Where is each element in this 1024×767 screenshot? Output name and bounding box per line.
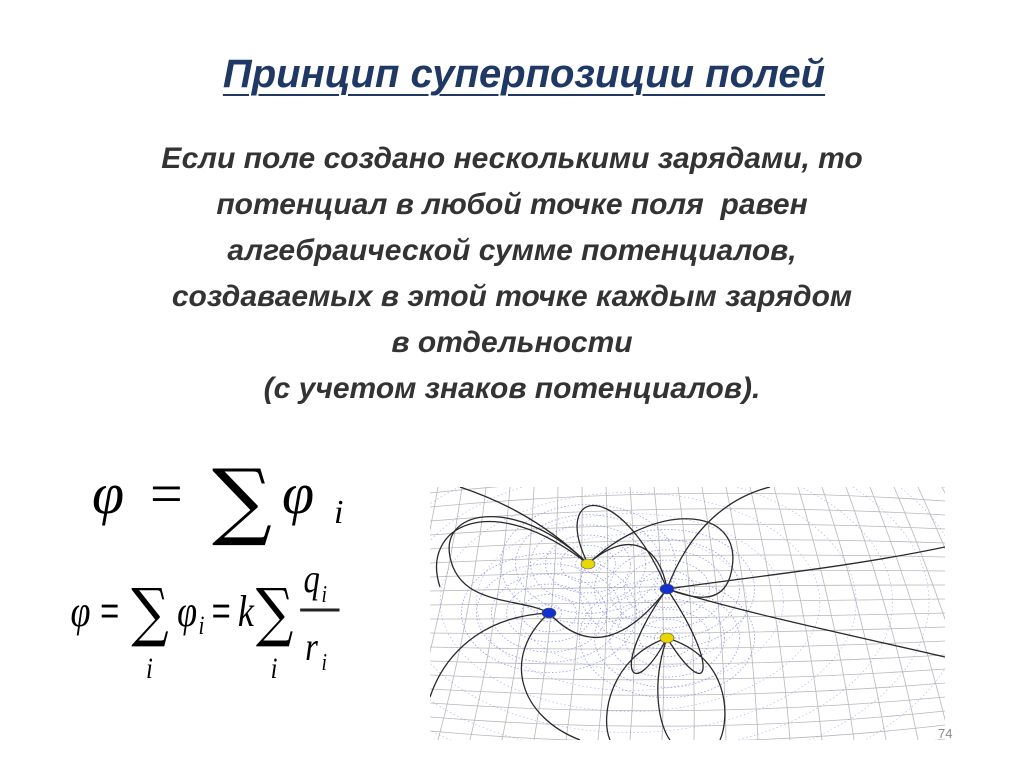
statement-line-3: алгебраической сумме потенциалов, [227, 234, 797, 267]
field-line [577, 506, 667, 589]
principle-statement [20, 136, 1004, 412]
exp-denominator-r: r [305, 623, 318, 669]
exp-sigma-subscript: i [146, 651, 153, 685]
grid-line-horizontal [430, 487, 945, 493]
field-line [521, 613, 580, 740]
exp-sigma-2-subscript: i [270, 651, 278, 685]
statement-line-5: в отдельности [391, 326, 633, 359]
grid-line-horizontal [430, 697, 945, 711]
slide-title-text: Принцип суперпозиции полей [222, 52, 826, 96]
exp-equals: = [100, 587, 120, 633]
formula-equals: = [150, 461, 183, 526]
exp-phi-subscript: i [198, 612, 205, 641]
grid-line-horizontal [430, 725, 945, 740]
grid-line-horizontal [430, 599, 945, 605]
exp-equals-2: = [211, 587, 231, 633]
field-line [667, 638, 725, 740]
formula-phi: φ [92, 461, 125, 526]
formula-sigma: ∑ [212, 455, 272, 549]
charge-point-4 [660, 633, 674, 643]
grid-line-horizontal [430, 524, 945, 535]
charge-point-3 [542, 608, 556, 618]
grid-line-vertical [430, 487, 462, 740]
grid-line-horizontal [430, 683, 945, 695]
exp-sigma: ∑ [131, 574, 169, 650]
equipotential-contour-outer [430, 487, 856, 733]
grid-line-vertical [630, 487, 635, 740]
page-number: 74 [938, 726, 953, 741]
field-line [631, 589, 667, 673]
formula-phi-i: φ [282, 461, 315, 526]
statement-line-2: потенциал в любой точке поля равен [216, 188, 808, 221]
charge-point-1 [581, 559, 595, 569]
exp-k: k [237, 586, 254, 636]
field-lines-diagram [430, 487, 945, 740]
exp-denominator-subscript: i [321, 648, 327, 676]
grid-line-horizontal [430, 669, 945, 680]
field-line [667, 487, 770, 589]
field-line [430, 613, 549, 697]
grid-line-vertical [470, 487, 510, 740]
grid-line-horizontal [430, 493, 945, 507]
exp-sigma-2: ∑ [255, 574, 294, 650]
field-line [549, 589, 667, 637]
grid-line-horizontal [430, 739, 945, 740]
statement-line-4: создаваемых в этой точке каждым зарядом [171, 280, 853, 313]
equipotential-contour-outer [477, 514, 784, 691]
superposition-formula [92, 455, 382, 555]
exp-numerator-subscript: i [321, 580, 327, 608]
slide-title [0, 52, 1024, 97]
grid-line-horizontal [430, 627, 945, 634]
field-line [667, 547, 945, 589]
exp-phi: φ [70, 586, 91, 636]
statement-line-1: Если поле создано несколькими зарядами, то [161, 142, 863, 175]
statement-line-6: (с учетом знаков потенциалов). [263, 372, 761, 405]
coordinate-grid [430, 487, 945, 740]
exp-numerator-q: q [303, 556, 320, 601]
exp-phi-i: φ [177, 586, 198, 636]
field-lines [430, 487, 945, 740]
charge-point-2 [660, 584, 674, 594]
formula-phi-subscript: i [334, 494, 344, 531]
expanded-formula [64, 556, 394, 696]
equipotential-contour-outer [430, 487, 945, 740]
grid-line-vertical [430, 487, 438, 740]
grid-line-vertical [726, 487, 758, 740]
equipotential-lines [430, 487, 945, 740]
